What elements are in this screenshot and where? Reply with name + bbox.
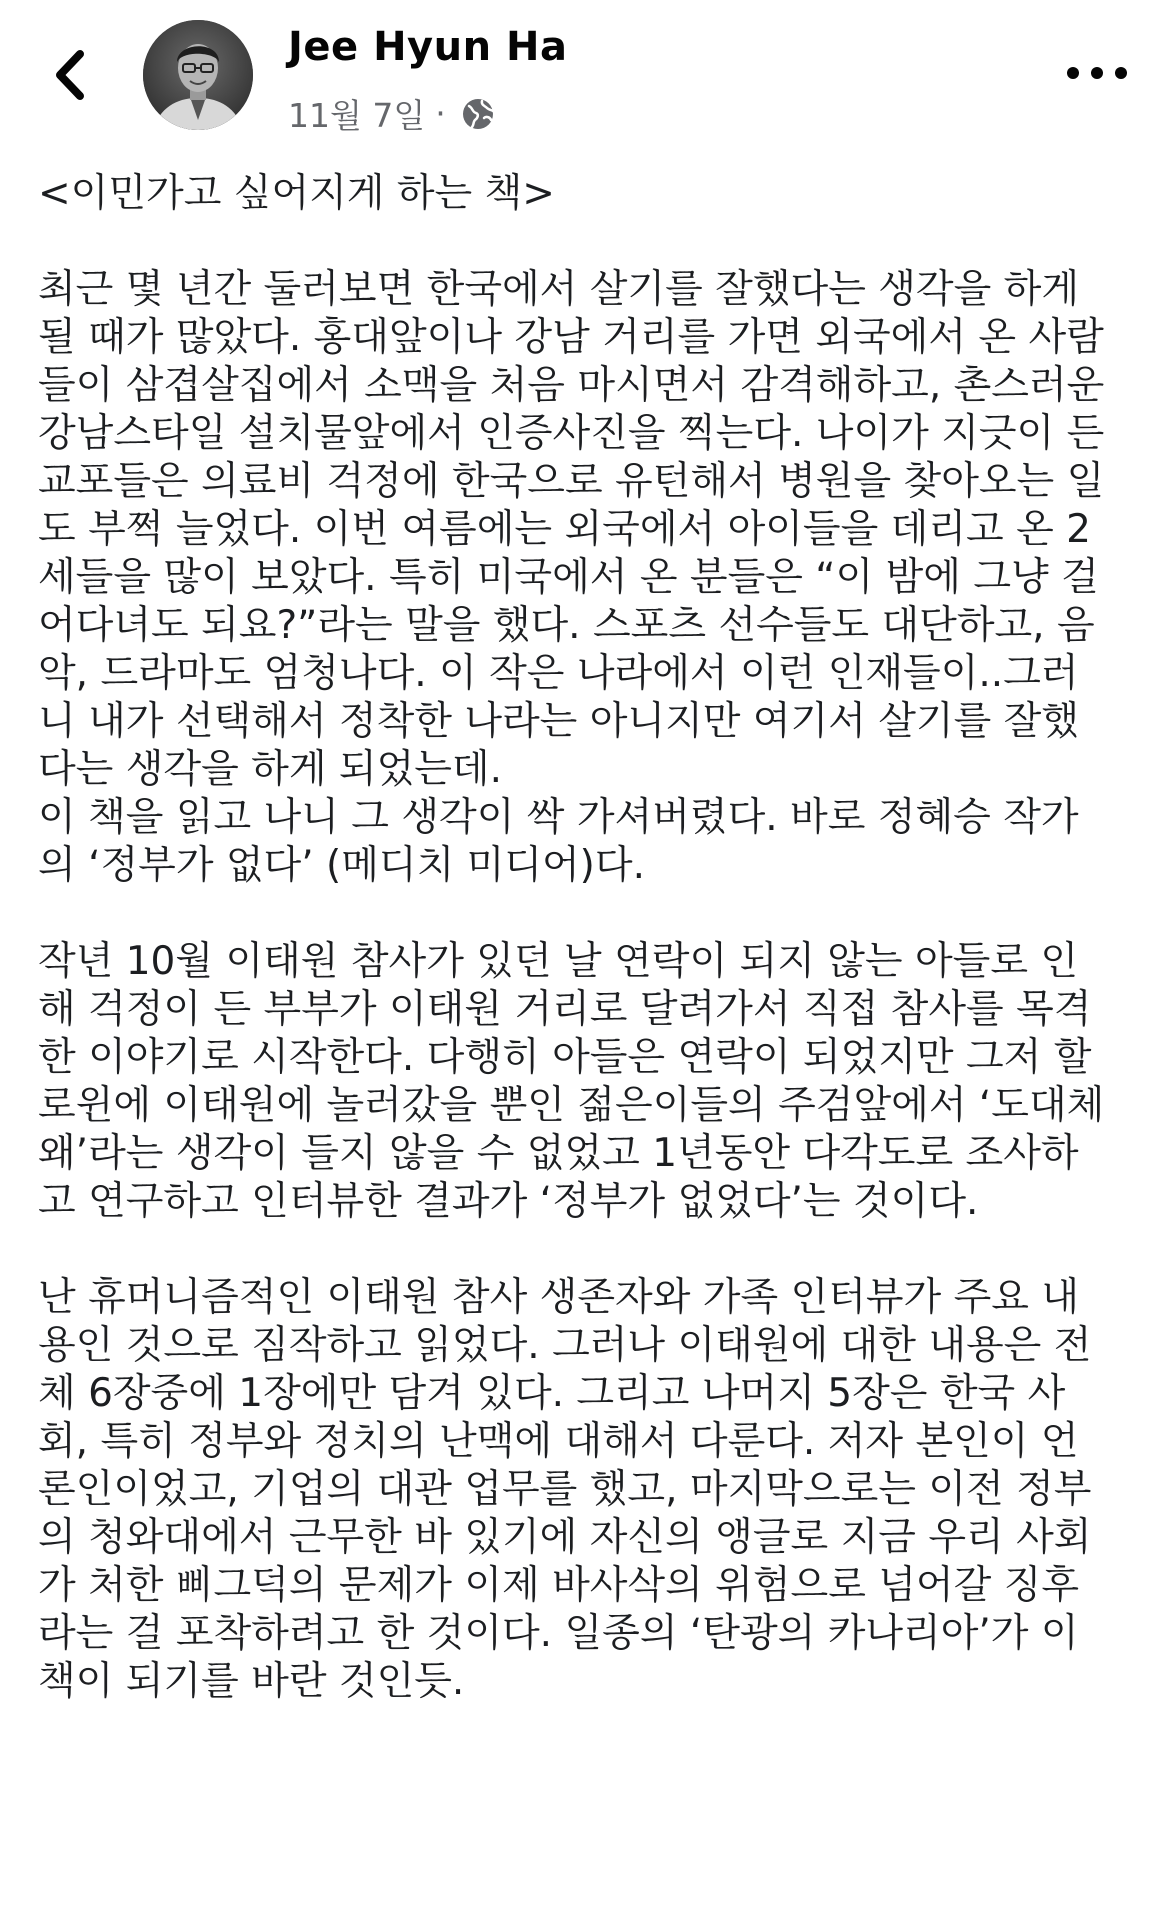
back-button[interactable] (42, 40, 102, 110)
post-header (0, 0, 1170, 150)
post-meta (288, 90, 496, 137)
avatar-photo (143, 20, 253, 130)
post-title: <이민가고 싶어지게 하는 책> (38, 171, 555, 216)
post-timestamp[interactable]: 11월 7일 (288, 96, 426, 135)
chevron-left-icon (42, 40, 102, 110)
more-horizontal-icon (1062, 58, 1132, 88)
post-paragraph: 작년 10월 이태원 참사가 있던 날 연락이 되지 않는 아들로 인 해 걱정이 든 부부가 이태원 거리로 달려가서 직접 참사를 목격 한 이야기로 시작한다. 다행히 아들은 연락이 되었지만 그저 할 로윈에 이태원에 놀러갔을 뿐인 젊은이들의 주검앞에서 ‘도대체 왜’라는 생각이 들지 않을 수 없었고 1년동안 다각도로 조사하 고 연구하고 인터뷰한 결과가 ‘정부가 없었다’는 것이다. (38, 939, 1105, 1224)
author-name[interactable]: Jee Hyun Ha (288, 24, 568, 70)
post-paragraph: 난 휴머니즘적인 이태원 참사 생존자와 가족 인터뷰가 주요 내 용인 것으로 짐작하고 읽었다. 그러나 이태원에 대한 내용은 전 체 6장중에 1장에만 담겨 있다. 그리고 나머지 5장은 한국 사 회, 특히 정부와 정치의 난맥에 대해서 다룬다. 저자 본인이 언 론인이었고, 기업의 대관 업무를 했고, 마지막으로는 이전 정부 의 청와대에서 근무한 바 있기에 자신의 앵글로 지금 우리 사회 가 처한 삐그덕의 문제가 이제 바사삭의 위험으로 넘어갈 징후 라는 걸 포착하려고 한 것이다. 일종의 ‘탄광의 카나리아’가 이 책이 되기를 바란 것인듯. (38, 1275, 1092, 1704)
post-paragraph: 최근 몇 년간 둘러보면 한국에서 살기를 잘했다는 생각을 하게 될 때가 많았다. 홍대앞이나 강남 거리를 가면 외국에서 온 사람 들이 삼겹살집에서 소맥을 처음 마시면서 감격해하고, 촌스러운 강남스타일 설치물앞에서 인증사진을 찍는다. 나이가 지긋이 든 교포들은 의료비 걱정에 한국으로 유턴해서 병원을 찾아오는 일 도 부쩍 늘었다. 이번 여름에는 외국에서 아이들을 데리고 온 2 세들을 많이 보았다. 특히 미국에서 온 분들은 “이 밤에 그냥 걸 어다녀도 되요?”라는 말을 했다. 스포츠 선수들도 대단하고, 음 악, 드라마도 엄청나다. 이 작은 나라에서 이런 인재들이..그러 니 내가 선택해서 정착한 나라는 아니지만 여기서 살기를 잘했 다는 생각을 하게 되었는데. 이 책을 읽고 나니 그 생각이 싹 가셔버렸다. 바로 정혜승 작가 의 ‘정부가 없다’ (메디치 미디어)다. (38, 267, 1105, 888)
globe-icon (460, 96, 496, 132)
more-options-button[interactable] (1062, 58, 1132, 88)
post-body (38, 170, 1138, 1706)
author-avatar[interactable] (143, 20, 253, 130)
meta-separator: · (435, 94, 446, 133)
